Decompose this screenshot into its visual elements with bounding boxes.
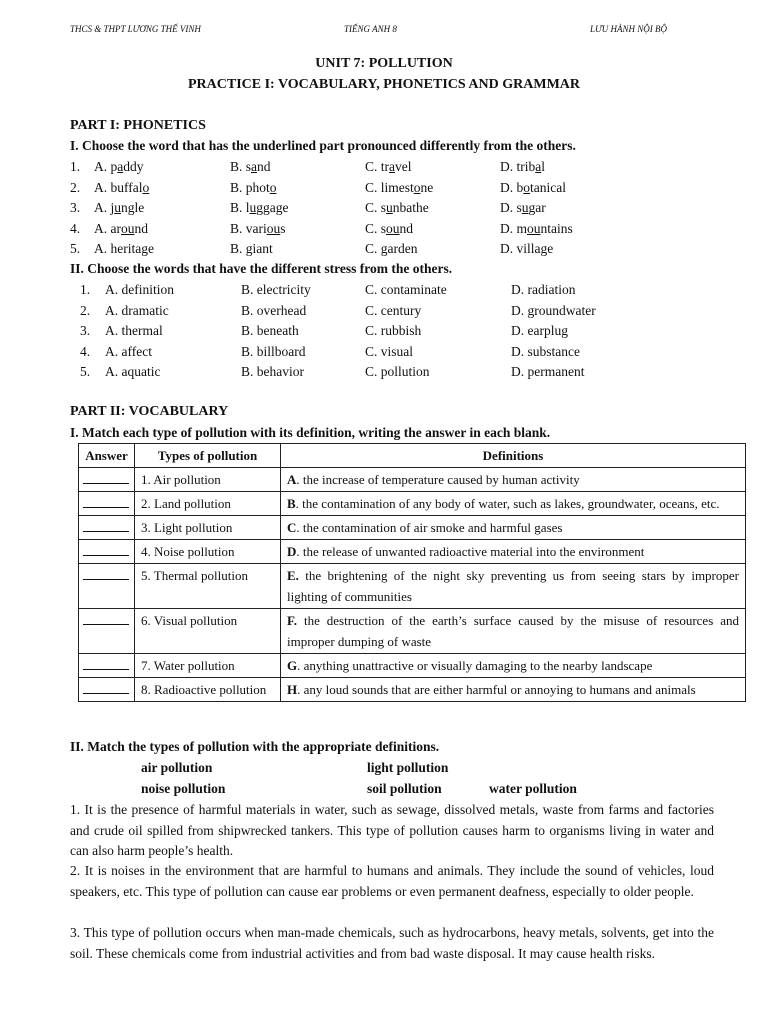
answer-blank[interactable] [83, 610, 129, 625]
definition-cell [281, 516, 746, 540]
definition-cell [281, 540, 746, 564]
answer-option-d[interactable]: D. substance [511, 343, 580, 359]
table-row [79, 564, 746, 609]
answer-option-c[interactable]: C. visual [365, 343, 414, 359]
answer-option-a[interactable]: A. aquatic [105, 364, 161, 379]
pollution-type-cell: 2. Land pollution [135, 492, 281, 516]
option-text: gar [528, 200, 546, 215]
definition-letter: C [287, 520, 297, 535]
option-text: ggage [256, 200, 289, 215]
term-water-pollution: water pollution [489, 781, 577, 796]
stress-question [70, 344, 710, 364]
pollution-type-cell: 4. Noise pollution [135, 540, 281, 564]
table-row [79, 678, 746, 702]
option-text: ntains [540, 220, 573, 236]
answer-option-a[interactable] [94, 180, 149, 196]
answer-option-b[interactable]: B. behavior [241, 364, 304, 379]
stress-question [70, 323, 710, 343]
table-row [79, 540, 746, 564]
answer-option-d[interactable] [500, 241, 553, 257]
underlined-part: ou [121, 220, 135, 236]
answer-option-d[interactable] [500, 200, 546, 216]
answer-blank-cell[interactable] [79, 654, 135, 678]
answer-option-b[interactable] [230, 200, 289, 216]
answer-option-d[interactable]: D. groundwater [511, 302, 596, 318]
answer-option-c[interactable] [365, 221, 413, 237]
school-name: THCS & THPT LƯƠNG THẾ VINH [70, 24, 201, 34]
answer-option-d[interactable] [500, 221, 573, 237]
definition-text: . any loud sounds that are either harmful or annoying to humans and animals [297, 682, 696, 697]
answer-option-c[interactable]: C. pollution [365, 364, 430, 379]
answer-blank[interactable] [83, 469, 129, 484]
option-text: D. trib [500, 159, 536, 174]
answer-option-b[interactable]: B. billboard [241, 343, 306, 359]
option-text: A. ar [94, 220, 121, 236]
question-number: 1. [80, 282, 91, 297]
option-text: A. heritage [94, 241, 154, 256]
table-row [79, 654, 746, 678]
underlined-part: a [389, 159, 396, 174]
pollution-type-cell: 8. Radioactive pollution [135, 678, 281, 702]
pollution-type-cell: 5. Thermal pollution [135, 564, 281, 609]
stress-question [70, 303, 710, 323]
answer-option-c[interactable] [365, 159, 412, 175]
definition-text: . the increase of temperature caused by human activity [296, 472, 580, 487]
option-text: D. village [500, 241, 554, 256]
underlined-part: u [114, 200, 121, 215]
phonetics-question [70, 180, 710, 200]
question-number: 2. [80, 302, 91, 318]
answer-blank-cell[interactable] [79, 516, 135, 540]
option-text: D. m [500, 220, 527, 236]
answer-option-a[interactable] [94, 200, 144, 216]
phonetics-question [70, 221, 710, 241]
answer-option-c[interactable] [365, 200, 429, 216]
answer-blank[interactable] [83, 493, 129, 508]
underlined-part: a [117, 159, 124, 174]
underlined-part: ou [386, 220, 400, 236]
practice-title: PRACTICE I: VOCABULARY, PHONETICS AND GRAMMAR [187, 77, 581, 92]
types-column-header: Types of pollution [135, 444, 281, 468]
matching-table [78, 443, 746, 702]
question-number: 3. [80, 323, 91, 338]
term-light-pollution: light pollution [367, 760, 449, 775]
answer-blank-cell[interactable] [79, 564, 135, 609]
option-text: ngle [121, 200, 145, 215]
stress-question [70, 364, 710, 384]
definition-cell [281, 678, 746, 702]
answer-option-c[interactable] [365, 180, 433, 196]
underlined-part: o [523, 179, 530, 195]
underlined-part: a [535, 159, 542, 174]
term-air-pollution: air pollution [141, 760, 213, 775]
answer-option-c[interactable] [365, 241, 417, 257]
answer-option-b[interactable] [230, 241, 273, 257]
answer-blank-cell[interactable] [79, 678, 135, 702]
option-text: nd [399, 220, 414, 236]
answer-blank-cell[interactable] [79, 540, 135, 564]
answer-option-c[interactable]: C. rubbish [365, 323, 422, 338]
definition-letter: B [287, 496, 296, 511]
answer-blank[interactable] [83, 655, 129, 670]
definition-letter: E. [287, 568, 299, 583]
answer-blank[interactable] [83, 517, 129, 532]
answer-blank[interactable] [83, 541, 129, 556]
definition-text: the brightening of the night sky preventing us from seeing stars by improper lighting of communities [287, 568, 739, 604]
underlined-part: u [249, 200, 257, 215]
option-text: nbathe [392, 200, 429, 215]
definition-letter: A [287, 472, 297, 487]
definition-letter: F. [287, 613, 297, 628]
table-row [79, 468, 746, 492]
definition-cell [281, 654, 746, 678]
definition-letter: H [287, 682, 298, 697]
option-text: C. s [365, 220, 387, 236]
phonetics-question [70, 241, 710, 261]
term-noise-pollution: noise pollution [141, 781, 226, 796]
page-header [70, 24, 698, 40]
option-text: tanical [530, 179, 566, 195]
answer-option-b[interactable]: B. electricity [241, 282, 311, 297]
option-text: B. vari [230, 220, 267, 236]
underlined-part: o [142, 179, 150, 195]
option-text: B. l [230, 200, 250, 215]
answer-option-b[interactable] [230, 221, 286, 237]
unit-title: UNIT 7: POLLUTION [315, 56, 453, 71]
answer-blank-cell[interactable] [79, 609, 135, 654]
answer-option-d[interactable] [500, 180, 566, 196]
option-text: l [541, 159, 546, 174]
question-number: 3. [70, 200, 81, 215]
answer-option-d[interactable]: D. permanent [511, 364, 585, 379]
definitions-column-header: Definitions [281, 444, 746, 468]
option-text: ne [420, 179, 434, 195]
option-text: nd [134, 220, 148, 236]
underlined-part: o [269, 179, 277, 195]
answer-option-d[interactable] [500, 159, 545, 175]
option-text: vel [395, 159, 412, 174]
pollution-type-cell: 3. Light pollution [135, 516, 281, 540]
definition-paragraph-1: 1. It is the presence of harmful materials in water, such as sewage, dissolved metals, waste from farms and factories and crude oil spilled from shipwrecked tankers. This type of pollution causes harm to organisms living in water and can also harm people’s health. [70, 802, 714, 858]
option-text: C. garden [365, 241, 418, 256]
phonetics-question [70, 200, 710, 220]
answer-option-a[interactable]: A. definition [105, 282, 174, 297]
answer-blank-cell[interactable] [79, 468, 135, 492]
answer-option-a[interactable]: A. dramatic [105, 302, 169, 318]
question-number: 1. [70, 159, 81, 174]
part2-instruction-2: II. Match the types of pollution with the appropriate definitions. [70, 739, 440, 754]
answer-option-a[interactable] [94, 159, 144, 175]
underlined-part: ou [527, 220, 541, 236]
question-number: 2. [70, 179, 81, 195]
definition-letter: D [287, 544, 297, 559]
question-number: 5. [80, 364, 91, 379]
subject-name: TIẾNG ANH 8 [344, 24, 397, 34]
underlined-part: a [251, 159, 258, 174]
question-number: 4. [70, 220, 81, 236]
definition-text: . the contamination of air smoke and harmful gases [296, 520, 563, 535]
option-text: A. j [94, 200, 115, 215]
pollution-type-cell: 6. Visual pollution [135, 609, 281, 654]
table-row [79, 492, 746, 516]
phonetics-question [70, 159, 710, 179]
matching-table-header [79, 444, 746, 468]
definition-cell [281, 609, 746, 654]
answer-option-c[interactable]: C. century [365, 302, 422, 318]
part2-heading: PART II: VOCABULARY [70, 404, 229, 419]
part1-instruction-1: I. Choose the word that has the underlined part pronounced differently from the others. [70, 138, 576, 153]
option-text: B. s [230, 159, 252, 174]
option-text: C. s [365, 200, 387, 215]
answer-option-d[interactable]: D. radiation [511, 282, 576, 297]
option-text: B. giant [230, 241, 273, 256]
answer-option-c[interactable]: C. contaminate [365, 282, 447, 297]
definition-paragraph-2: 2. It is noises in the environment that are harmful to humans and animals. They include the sound of vehicles, loud speakers, etc. This type of pollution can cause ear problems or even permanent deafness, especially to older people. [70, 863, 714, 899]
underlined-part: o [413, 179, 421, 195]
question-number: 5. [70, 241, 81, 256]
option-text: B. phot [230, 179, 270, 195]
definition-cell [281, 564, 746, 609]
definition-cell [281, 468, 746, 492]
option-text: ddy [123, 159, 144, 174]
underlined-part: u [521, 200, 529, 215]
part2-instruction-1: I. Match each type of pollution with its definition, writing the answer in each blank. [70, 425, 551, 440]
question-number: 4. [80, 343, 91, 359]
definition-paragraph-3: 3. This type of pollution occurs when man-made chemicals, such as hydrocarbons, heavy metals, solvents, get into the soil. These chemicals come from industrial activities and from bad waste disposal. It may cause health risks. [70, 925, 714, 961]
answer-option-a[interactable]: A. thermal [105, 323, 163, 338]
distribution-note: LƯU HÀNH NỘI BỘ [590, 24, 668, 34]
option-text: C. limest [365, 179, 414, 195]
answer-blank[interactable] [83, 679, 129, 694]
underlined-part: ou [266, 220, 281, 236]
option-text: s [280, 220, 286, 236]
option-text: D. b [500, 179, 524, 195]
answer-option-b[interactable] [230, 180, 277, 196]
definition-text: the destruction of the earth’s surface caused by the misuse of resources and improper dumping of waste [287, 613, 739, 649]
answer-column-header: Answer [79, 444, 135, 468]
definition-text: . the release of unwanted radioactive material into the environment [296, 544, 645, 559]
underlined-part: u [386, 200, 393, 215]
definition-text: . the contamination of any body of water, such as lakes, groundwater, oceans, etc. [295, 496, 720, 511]
answer-blank-cell[interactable] [79, 492, 135, 516]
answer-option-d[interactable]: D. earplug [511, 323, 568, 338]
answer-blank[interactable] [83, 565, 129, 580]
option-text: A. p [94, 159, 118, 174]
answer-option-b[interactable]: B. beneath [241, 323, 299, 338]
answer-option-a[interactable] [94, 241, 154, 257]
option-text: A. buffal [94, 179, 143, 195]
answer-option-a[interactable] [94, 221, 148, 237]
part1-heading: PART I: PHONETICS [70, 118, 206, 133]
pollution-type-cell: 1. Air pollution [135, 468, 281, 492]
answer-option-b[interactable]: B. overhead [241, 302, 307, 318]
definition-letter: G [287, 658, 298, 673]
pollution-type-cell: 7. Water pollution [135, 654, 281, 678]
option-text: C. tr [365, 159, 390, 174]
answer-option-b[interactable] [230, 159, 271, 175]
table-row [79, 609, 746, 654]
term-soil-pollution: soil pollution [367, 781, 442, 796]
definition-text: . anything unattractive or visually damaging to the nearby landscape [297, 658, 653, 673]
part1-instruction-2: II. Choose the words that have the different stress from the others. [70, 261, 453, 276]
table-row [79, 516, 746, 540]
option-text: nd [257, 159, 271, 174]
stress-question [70, 282, 710, 302]
option-text: D. s [500, 200, 522, 215]
answer-option-a[interactable]: A. affect [105, 343, 152, 359]
definition-cell [281, 492, 746, 516]
